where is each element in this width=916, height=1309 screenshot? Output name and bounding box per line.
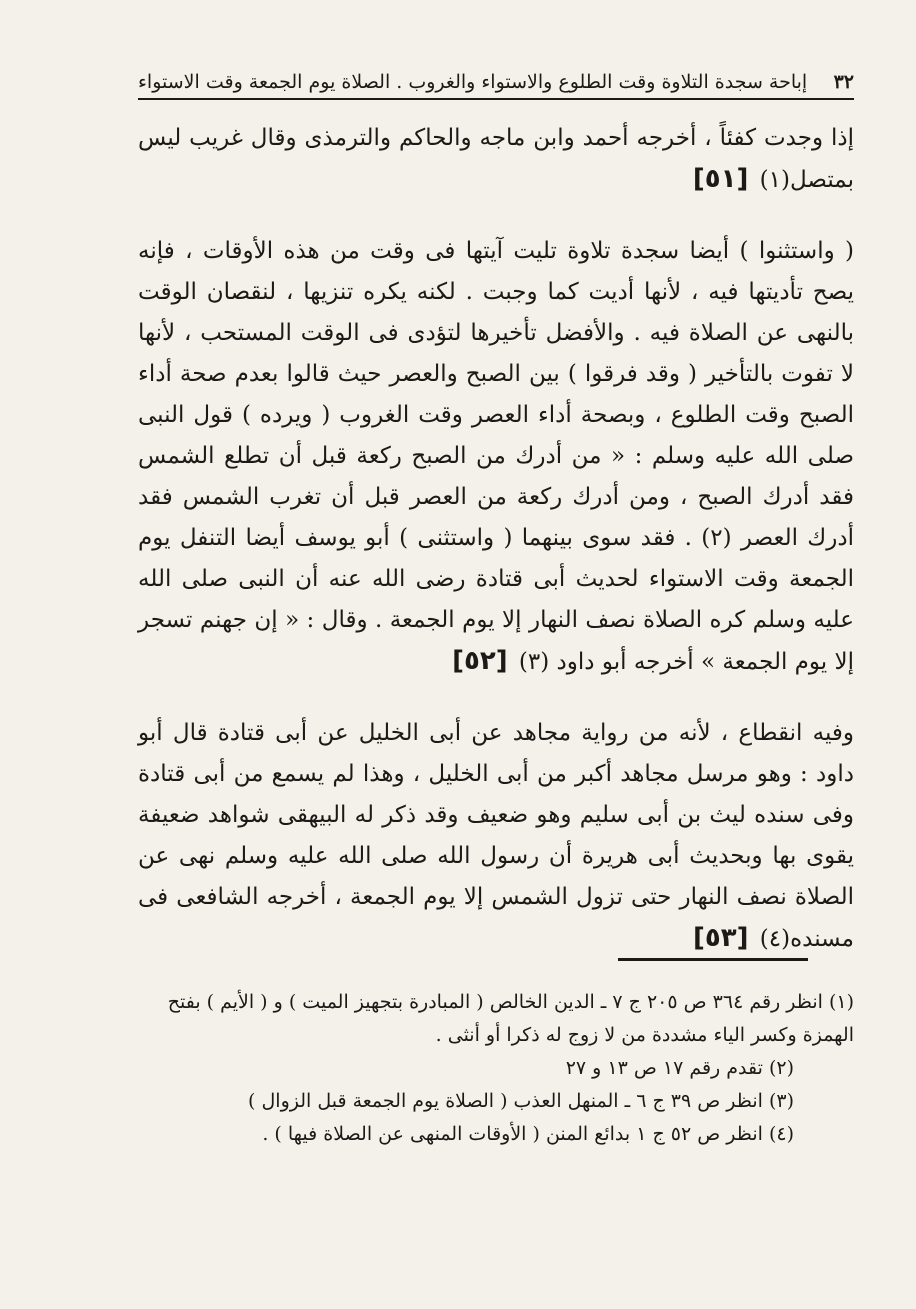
footnotes xyxy=(138,986,854,1151)
paragraph-text: ( واستثنوا ) أيضا سجدة تلاوة تليت آيتها فى وقت من هذه الأوقات ، فإنه يصح تأديتها فيه ، لأنها أديت كما وجبت . لكنه يكره تنزيها ، لنقصان الوقت بالنهى عن الصلاة فيه . والأفضل تأخيرها لتؤدى فى الوقت المستحب ، لأنها لا تفوت بالتأخير ( وقد فرقوا ) بين الصبح والعصر حيث قالوا بعدم صحة أداء الصبح وقت الطلوع ، وبصحة أداء العصر وقت الغروب ( ويرده ) قول النبى صلى الله عليه وسلم : « من أدرك من الصبح ركعة قبل أن تطلع الشمس فقد أدرك الصبح ، ومن أدرك ركعة من العصر قبل أن تغرب الشمس فقد أدرك العصر (٢) . فقد سوى بينهما ( واستثنى ) أبو يوسف أيضا التنفل يوم الجمعة وقت الاستواء لحديث أبى قتادة رضى الله عنه أن النبى صلى الله عليه وسلم كره الصلاة نصف النهار إلا يوم الجمعة . وقال : « إن جهنم تسجر إلا يوم الجمعة » أخرجه أبو داود (٣) xyxy=(138,238,855,675)
paragraph-text: إذا وجدت كفئاً ، أخرجه أحمد وابن ماجه والحاكم والترمذى وقال غريب ليس بمتصل(١) xyxy=(138,125,854,193)
paragraph-1 xyxy=(138,118,854,201)
running-title: إباحة سجدة التلاوة وقت الطلوع والاستواء والغروب . الصلاة يوم الجمعة وقت الاستواء xyxy=(138,71,808,93)
hadith-number-marker: [٥٢] xyxy=(452,646,508,676)
footnote-3: (٣) انظر ص ٣٩ ج ٦ ـ المنهل العذب ( الصلاة يوم الجمعة قبل الزوال ) xyxy=(248,1090,794,1112)
hadith-number-marker: [٥٣] xyxy=(692,923,749,953)
paragraph-2 xyxy=(138,231,854,683)
paragraph-text: وفيه انقطاع ، لأنه من رواية مجاهد عن أبى الخليل عن أبى قتادة قال أبو داود : وهو مرسل مجاهد أكبر من أبى الخليل ، وهذا لم يسمع من أبى قتادة وفى سنده ليث بن أبى سليم وهو ضعيف وقد ذكر له البيهقى شواهد ضعيفة يقوى بها وبحديث أبى هريرة أن رسول الله صلى الله عليه وسلم نهى عن الصلاة نصف النهار حتى تزول الشمس إلا يوم الجمعة ، أخرجه الشافعى فى مسنده(٤) xyxy=(138,720,854,952)
page-number: ٣٢ xyxy=(833,71,854,93)
footnote-4: (٤) انظر ص ٥٢ ج ١ بدائع المنن ( الأوقات المنهى عن الصلاة فيها ) . xyxy=(262,1123,794,1145)
footnote-divider xyxy=(618,958,808,961)
hadith-number-marker: [٥١] xyxy=(692,164,749,194)
main-text xyxy=(138,118,854,960)
footnote-1: (١) انظر رقم ٣٦٤ ص ٢٠٥ ج ٧ ـ الدين الخالص ( المبادرة بتجهيز الميت ) و ( الأيم ) بفتح الهمزة وكسر الياء مشددة من لا زوج له ذكرا أو أنثى . xyxy=(167,991,854,1046)
page-header xyxy=(138,58,854,100)
footnote-2: (٢) تقدم رقم ١٧ ص ١٣ و ٢٧ xyxy=(565,1057,794,1079)
paragraph-3 xyxy=(138,713,854,960)
